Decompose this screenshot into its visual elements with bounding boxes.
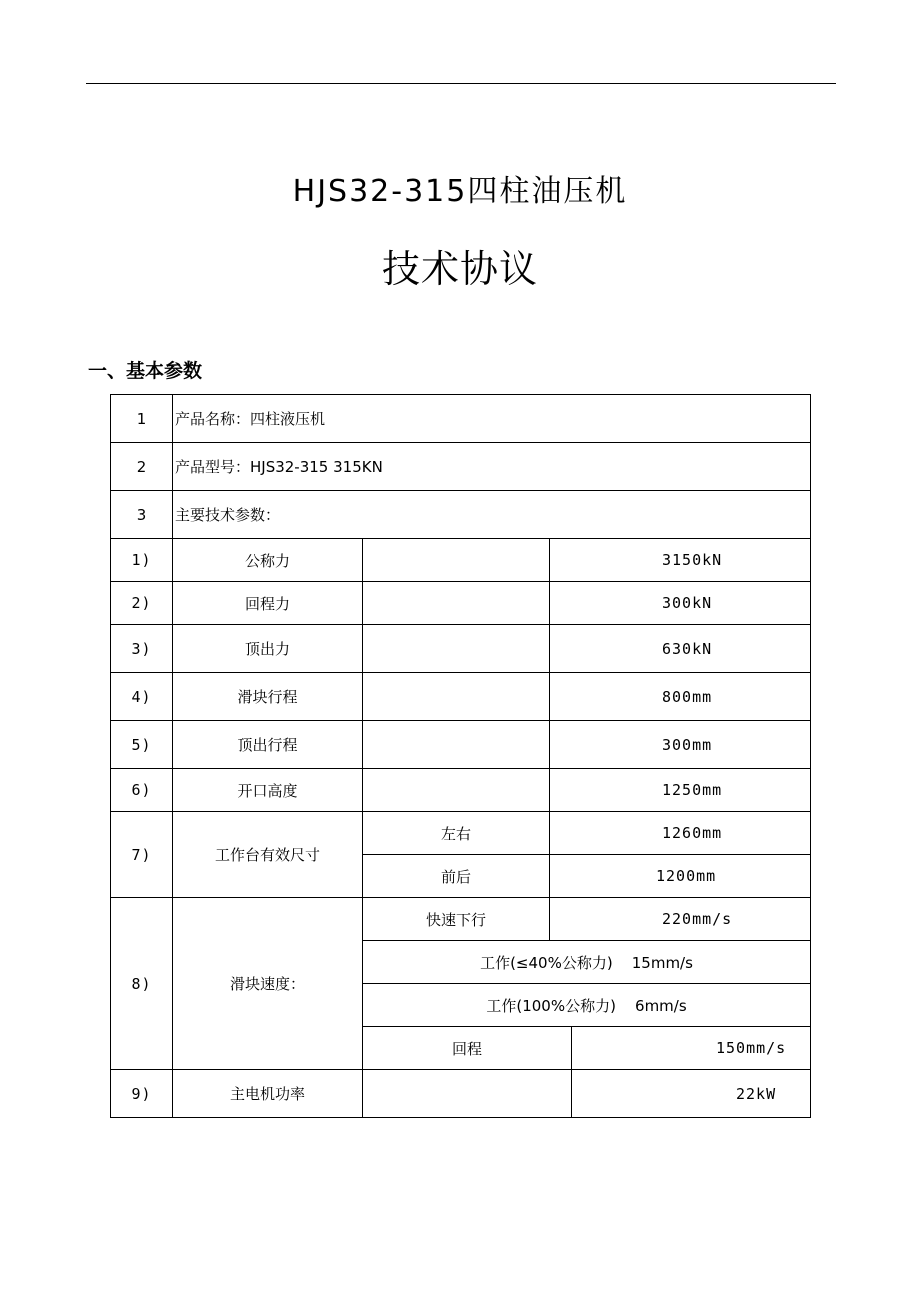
table-row <box>111 582 811 625</box>
table-row <box>111 812 811 855</box>
speed-label: 回程 <box>363 1027 572 1070</box>
speed-work-100: 工作(100%公称力) 6mm/s <box>363 984 811 1027</box>
param-number: 1) <box>111 539 173 582</box>
empty-cell <box>363 1070 572 1118</box>
param-value: 800mm <box>550 673 811 721</box>
table-row <box>111 443 811 491</box>
table-row <box>111 721 811 769</box>
main-parameters-heading: 主要技术参数： <box>173 491 811 539</box>
param-number: 8) <box>111 898 173 1070</box>
header-rule <box>86 83 836 84</box>
param-number: 6) <box>111 769 173 812</box>
table-row <box>111 491 811 539</box>
param-value: 22kW <box>572 1070 811 1118</box>
speed-value: 220mm/s <box>550 898 811 941</box>
param-name: 工作台有效尺寸 <box>173 812 363 898</box>
empty-cell <box>363 582 550 625</box>
speed-label: 快速下行 <box>363 898 550 941</box>
param-number: 7) <box>111 812 173 898</box>
param-number: 3) <box>111 625 173 673</box>
table-row <box>111 1070 811 1118</box>
row-number: 1 <box>111 395 173 443</box>
param-name: 滑块行程 <box>173 673 363 721</box>
dimension-label: 前后 <box>363 855 550 898</box>
speed-value: 150mm/s <box>572 1027 811 1070</box>
document-title-model: HJS32-315四柱油压机 <box>292 174 628 209</box>
param-number: 9) <box>111 1070 173 1118</box>
param-number: 2) <box>111 582 173 625</box>
param-number: 5) <box>111 721 173 769</box>
table-row <box>111 898 811 941</box>
param-value: 3150kN <box>550 539 811 582</box>
dimension-value: 1260mm <box>550 812 811 855</box>
param-name: 滑块速度： <box>173 898 363 1070</box>
product-name: 产品名称：四柱液压机 <box>173 395 811 443</box>
param-value: 300mm <box>550 721 811 769</box>
param-name: 顶出力 <box>173 625 363 673</box>
product-model: 产品型号：HJS32-315 315KN <box>173 443 811 491</box>
section-heading: 一、基本参数 <box>88 360 203 382</box>
row-number: 2 <box>111 443 173 491</box>
empty-cell <box>363 721 550 769</box>
param-name: 顶出行程 <box>173 721 363 769</box>
param-name: 主电机功率 <box>173 1070 363 1118</box>
param-value: 1250mm <box>550 769 811 812</box>
document-title-agreement: 技术协议 <box>381 247 538 291</box>
table-row <box>111 673 811 721</box>
empty-cell <box>363 625 550 673</box>
speed-work-40: 工作(≤40%公称力) 15mm/s <box>363 941 811 984</box>
dimension-label: 左右 <box>363 812 550 855</box>
parameter-table <box>110 394 811 1118</box>
table-row <box>111 769 811 812</box>
table-row <box>111 395 811 443</box>
empty-cell <box>363 539 550 582</box>
param-name: 公称力 <box>173 539 363 582</box>
param-number: 4) <box>111 673 173 721</box>
param-value: 630kN <box>550 625 811 673</box>
param-name: 开口高度 <box>173 769 363 812</box>
row-number: 3 <box>111 491 173 539</box>
empty-cell <box>363 769 550 812</box>
table-row <box>111 625 811 673</box>
param-name: 回程力 <box>173 582 363 625</box>
empty-cell <box>363 673 550 721</box>
table-row <box>111 539 811 582</box>
param-value: 300kN <box>550 582 811 625</box>
dimension-value: 1200mm <box>550 855 811 898</box>
